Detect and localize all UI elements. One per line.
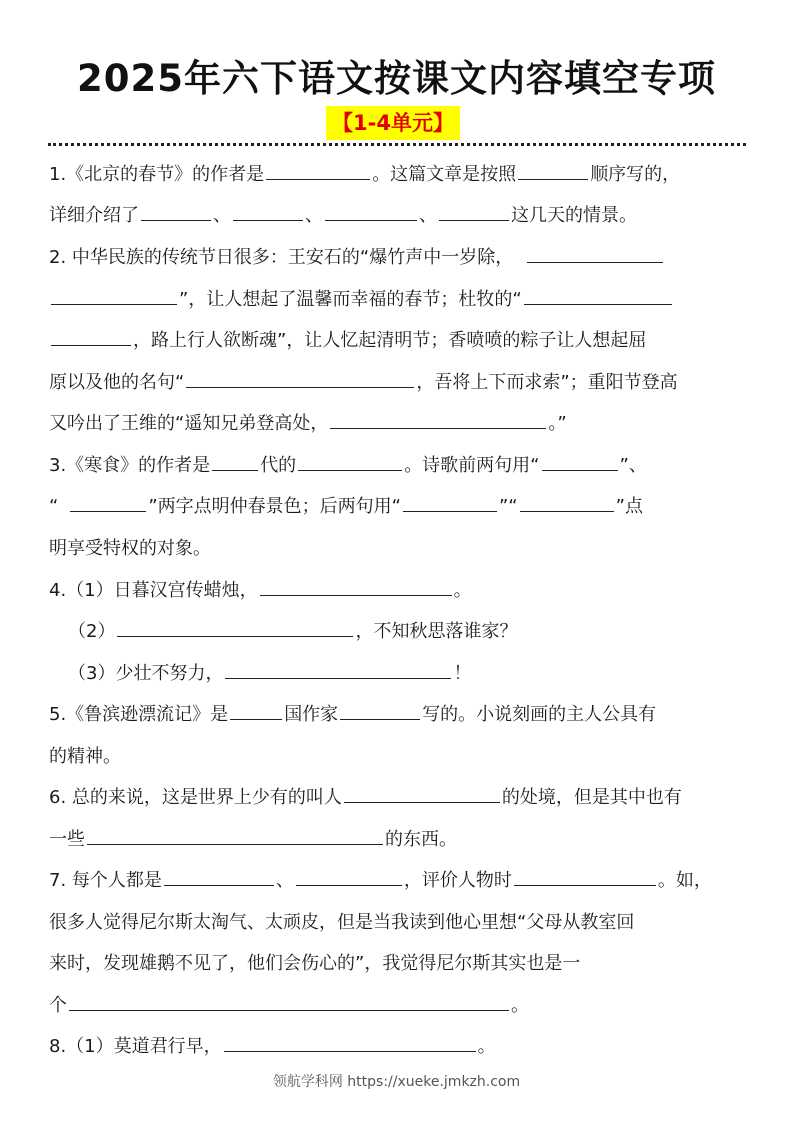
q8-text-a: 8.（1）莫道君行早，	[49, 1036, 222, 1057]
fill-blank[interactable]	[69, 992, 509, 1011]
q2-text-d: 原以及他的名句“	[49, 372, 185, 393]
question-3-line-3	[49, 534, 211, 560]
q4-text-c: （3）少壮不努力，	[68, 663, 224, 684]
dotted-divider	[48, 143, 746, 146]
fill-blank[interactable]	[520, 493, 614, 512]
question-2-line-3	[49, 326, 646, 352]
fill-blank[interactable]	[439, 202, 509, 221]
fill-blank[interactable]	[340, 701, 420, 720]
fill-blank[interactable]	[117, 618, 353, 637]
q7-text-f: 个	[49, 995, 67, 1016]
q7-sep: 、	[275, 870, 294, 891]
q1-text-b: 。这篇文章是按照	[372, 164, 517, 185]
q4-text-a: 4.（1）日暮汉宫传蜡烛，	[49, 580, 258, 601]
q3-text-g: ”“	[498, 496, 518, 517]
question-2-line-5	[49, 409, 567, 435]
q4-text-b: （2）	[68, 621, 116, 642]
q7-text-c: 。如，	[657, 870, 712, 891]
question-3-line-1	[49, 451, 647, 477]
fill-blank[interactable]	[524, 286, 672, 305]
fill-blank[interactable]	[164, 867, 274, 886]
q2-text-c: ，路上行人欲断魂”，让人忆起清明节；香喷喷的粽子让人想起屈	[133, 330, 647, 351]
q4-text-b-end: ，不知秋思落谁家？	[355, 621, 518, 642]
question-6-line-1	[49, 783, 682, 809]
fill-blank[interactable]	[325, 202, 417, 221]
q3-text-h: ”点	[615, 496, 643, 517]
fill-blank[interactable]	[186, 369, 414, 388]
fill-blank[interactable]	[518, 161, 588, 180]
q3-text-a: 3.《寒食》的作者是	[49, 455, 211, 476]
q7-text-a: 7. 每个人都是	[49, 870, 162, 891]
q7-text-d: 很多人觉得尼尔斯太淘气、太顽皮，但是当我读到他心里想“父母从教室回	[49, 912, 635, 933]
q2-text-f: 又吟出了王维的“遥知兄弟登高处，	[49, 413, 329, 434]
question-7-line-1	[49, 866, 712, 892]
fill-blank[interactable]	[403, 493, 497, 512]
fill-blank[interactable]	[230, 701, 282, 720]
question-4-line-2	[68, 617, 517, 643]
fill-blank[interactable]	[330, 410, 546, 429]
fill-blank[interactable]	[70, 493, 146, 512]
q5-text-b: 国作家	[284, 704, 339, 725]
fill-blank[interactable]	[298, 452, 402, 471]
question-1-line-1	[49, 160, 680, 186]
fill-blank[interactable]	[260, 577, 452, 596]
question-6-line-2	[49, 825, 457, 851]
q3-text-c: 。诗歌前两句用“	[404, 455, 540, 476]
question-7-line-3	[49, 949, 580, 975]
q8-text-a-end: 。	[477, 1036, 496, 1057]
q5-text-a: 5.《鲁滨逊漂流记》是	[49, 704, 229, 725]
q5-text-c: 写的。小说刻画的主人公具有	[422, 704, 657, 725]
footer-watermark: 领航学科网 https://xueke.jmkzh.com	[272, 1074, 521, 1090]
unit-badge: 【1-4单元】	[326, 106, 460, 140]
fill-blank[interactable]	[527, 244, 663, 263]
q4-text-c-end: ！	[453, 663, 472, 684]
q7-text-e: 来时，发现雄鹅不见了，他们会伤心的”，我觉得尼尔斯其实也是一	[49, 953, 581, 974]
question-5-line-1	[49, 700, 656, 726]
q4-text-a-end: 。	[453, 580, 472, 601]
question-2-line-2	[49, 285, 674, 311]
question-7-line-4	[49, 991, 529, 1017]
question-7-line-2	[49, 908, 634, 934]
q3-text-i: 明享受特权的对象。	[49, 538, 211, 559]
fill-blank[interactable]	[51, 327, 131, 346]
question-8-line-1	[49, 1032, 496, 1058]
q1-text-a: 1.《北京的春节》的作者是	[49, 164, 265, 185]
q1-sep: 、	[419, 205, 437, 226]
q5-text-d: 的精神。	[49, 746, 121, 767]
question-5-line-2	[49, 742, 121, 768]
q1-sep: 、	[305, 205, 323, 226]
q3-text-b: 代的	[260, 455, 297, 476]
fill-blank[interactable]	[141, 202, 211, 221]
q3-text-d: ”、	[619, 455, 647, 476]
question-3-line-2	[49, 492, 643, 518]
q7-text-b: ，评价人物时	[403, 870, 512, 891]
q6-text-a: 6. 总的来说，这是世界上少有的叫人	[49, 787, 342, 808]
q2-text-e: ，吾将上下而求索”；重阳节登高	[416, 372, 678, 393]
fill-blank[interactable]	[344, 784, 500, 803]
question-4-line-3	[68, 659, 471, 685]
fill-blank[interactable]	[233, 202, 303, 221]
fill-blank[interactable]	[224, 1033, 476, 1052]
fill-blank[interactable]	[212, 452, 258, 471]
fill-blank[interactable]	[51, 286, 177, 305]
q1-sep: 、	[213, 205, 231, 226]
q1-text-d: 详细介绍了	[49, 205, 139, 226]
fill-blank[interactable]	[296, 867, 402, 886]
q2-text-g: 。”	[548, 413, 567, 434]
question-2-line-1	[49, 243, 665, 269]
fill-blank[interactable]	[266, 161, 370, 180]
q7-text-g: 。	[511, 995, 529, 1016]
question-1-line-2	[49, 201, 637, 227]
fill-blank[interactable]	[225, 660, 451, 679]
q1-text-e: 这几天的情景。	[511, 205, 637, 226]
q6-text-b: 的处境，但是其中也有	[501, 787, 682, 808]
page-title: 2025年六下语文按课文内容填空专项	[77, 57, 716, 100]
q6-text-c: 一些	[49, 829, 85, 850]
question-4-line-1	[49, 576, 472, 602]
question-2-line-4	[49, 368, 678, 394]
fill-blank[interactable]	[87, 826, 383, 845]
q2-text-a: 2. 中华民族的传统节日很多：王安石的“爆竹声中一岁除，	[49, 247, 514, 268]
q6-text-d: 的东西。	[385, 829, 457, 850]
q1-text-c: 顺序写的，	[590, 164, 681, 185]
fill-blank[interactable]	[514, 867, 656, 886]
q3-text-e: “	[49, 496, 59, 517]
fill-blank[interactable]	[542, 452, 618, 471]
q3-text-f: ”两字点明仲春景色；后两句用“	[148, 496, 401, 517]
q2-text-b: ”，让人想起了温馨而幸福的春节；杜牧的“	[179, 289, 522, 310]
